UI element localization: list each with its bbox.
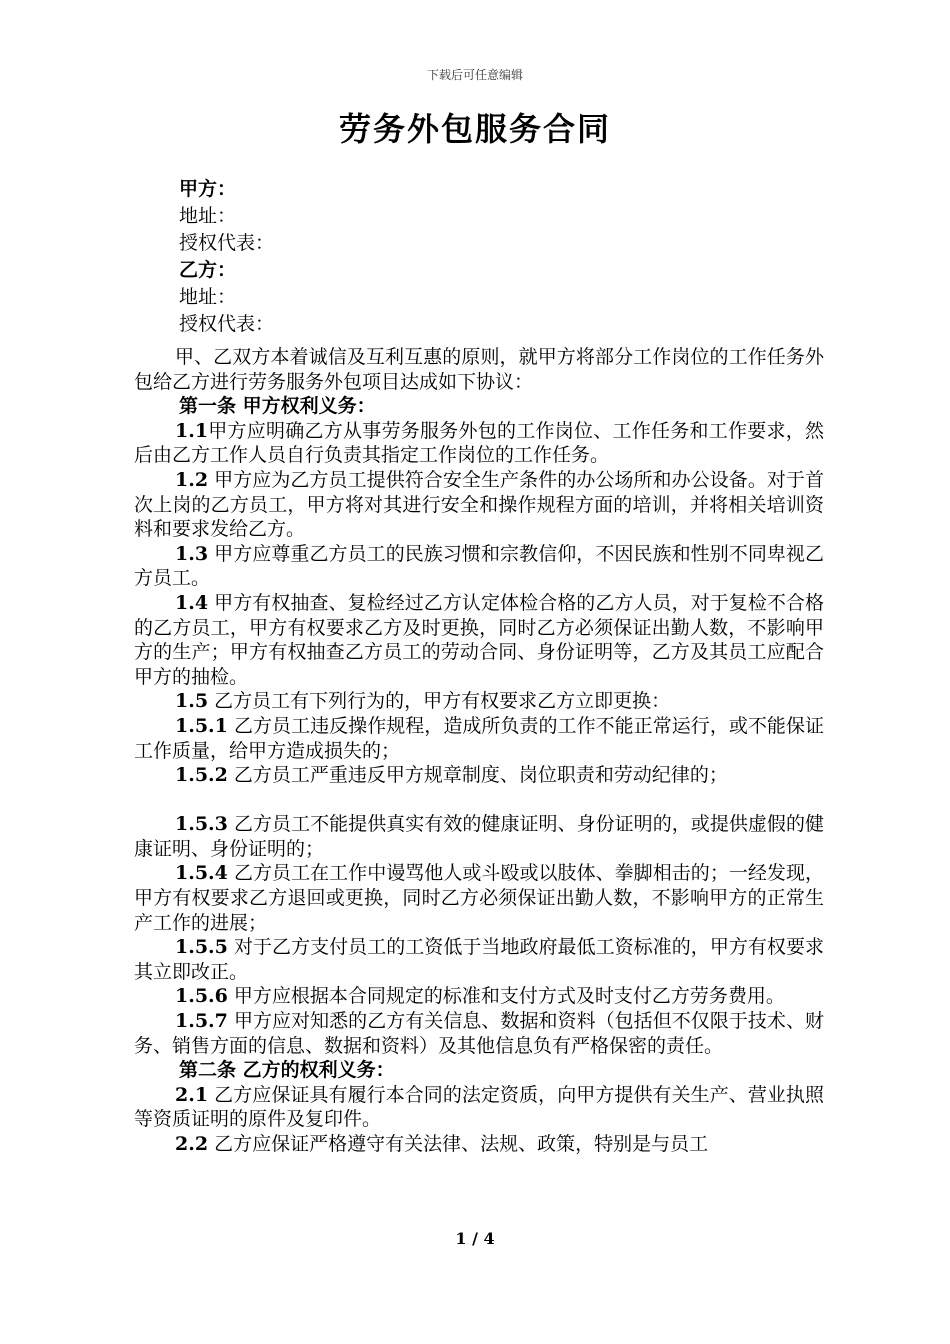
clause-1-5	[134, 689, 824, 714]
clause-number: 1.1	[175, 419, 209, 442]
party-a-address: 地址：	[179, 205, 237, 227]
party-a-rep: 授权代表：	[179, 232, 275, 254]
clause-text: 乙方员工严重违反甲方规章制度、岗位职责和劳动纪律的；	[227, 764, 728, 787]
clause-1-5-1	[134, 714, 824, 763]
clause-2-1	[134, 1083, 824, 1132]
clause-number: 1.5.1	[175, 714, 228, 737]
clause-number: 1.5.5	[175, 936, 228, 959]
contract-body	[134, 345, 824, 1157]
clause-2-2	[134, 1132, 824, 1157]
party-a-label: 甲方：	[179, 178, 237, 200]
header-note: 下载后可任意编辑	[426, 68, 523, 82]
clause-1-2	[134, 468, 824, 542]
clause-1-5-5	[134, 935, 824, 984]
party-block	[179, 176, 274, 338]
clause-number: 1.3	[175, 542, 209, 565]
clause-1-1	[134, 419, 824, 468]
clause-text: 乙方应保证具有履行本合同的法定资质，向甲方提供有关生产、营业执照等资质证明的原件及复印件。	[134, 1083, 824, 1131]
party-b-address: 地址：	[179, 286, 237, 308]
clause-text: 乙方应保证严格遵守有关法律、法规、政策，特别是与员工	[208, 1133, 709, 1155]
blank-line	[134, 788, 824, 813]
party-b-label: 乙方：	[179, 259, 237, 281]
clause-number: 1.5.4	[175, 862, 228, 885]
clause-number: 1.5.3	[175, 813, 228, 836]
clause-number: 2.2	[175, 1133, 209, 1155]
intro-paragraph: 甲、乙双方本着诚信及互利互惠的原则，就甲方将部分工作岗位的工作任务外包给乙方进行劳务服务外包项目达成如下协议：	[134, 346, 824, 393]
clause-number: 1.2	[175, 468, 209, 491]
clause-number: 1.5.7	[175, 1010, 228, 1033]
clause-text: 对于乙方支付员工的工资低于当地政府最低工资标准的，甲方有权要求其立即改正。	[134, 936, 824, 983]
clause-text: 乙方员工违反操作规程，造成所负责的工作不能正常运行，或不能保证工作质量，给甲方造成损失的；	[134, 714, 824, 762]
clause-number: 1.5.2	[175, 764, 228, 787]
clause-text: 乙方员工不能提供真实有效的健康证明、身份证明的，或提供虚假的健康证明、身份证明的；	[134, 813, 824, 860]
clause-text: 甲方应尊重乙方员工的民族习惯和宗教信仰，不因民族和性别不同卑视乙方员工。	[134, 542, 824, 590]
clause-1-5-6	[134, 984, 824, 1009]
clause-text: 甲方应明确乙方从事劳务服务外包的工作岗位、工作任务和工作要求，然后由乙方工作人员自行负责其指定工作岗位的工作任务。	[134, 419, 824, 467]
clause-text: 甲方应为乙方员工提供符合安全生产条件的办公场所和办公设备。对于首次上岗的乙方员工，甲方将对其进行安全和操作规程方面的培训，并将相关培训资料和要求发给乙方。	[134, 468, 824, 541]
party-b-rep: 授权代表：	[179, 313, 275, 335]
clause-text: 甲方应对知悉的乙方有关信息、数据和资料（包括但不仅限于技术、财务、销售方面的信息、数据和资料）及其他信息负有严格保密的责任。	[134, 1010, 824, 1057]
document-title: 劳务外包服务合同	[338, 110, 611, 148]
clause-1-5-3	[134, 812, 824, 861]
clause-1-4	[134, 591, 824, 689]
article-1-heading: 第一条 甲方权利义务：	[179, 395, 376, 418]
clause-number: 2.1	[175, 1083, 209, 1106]
clause-1-5-4	[134, 861, 824, 935]
clause-1-3	[134, 542, 824, 591]
clause-number: 1.5	[175, 690, 209, 713]
clause-text: 甲方应根据本合同规定的标准和支付方式及时支付乙方劳务费用。	[227, 985, 785, 1008]
clause-number: 1.4	[175, 591, 209, 614]
clause-text: 乙方员工有下列行为的，甲方有权要求乙方立即更换：	[208, 690, 671, 713]
clause-1-5-2	[134, 763, 824, 788]
clause-1-5-7	[134, 1009, 824, 1058]
clause-text: 乙方员工在工作中谩骂他人或斗殴或以肢体、拳脚相击的；一经发现，甲方有权要求乙方退回或更换，同时乙方必须保证出勤人数，不影响甲方的正常生产工作的进展；	[134, 862, 824, 934]
article-2-heading: 第二条 乙方的权利义务：	[179, 1059, 395, 1082]
page-number: 1 / 4	[455, 1229, 495, 1248]
clause-text: 甲方有权抽查、复检经过乙方认定体检合格的乙方人员，对于复检不合格的乙方员工，甲方有权要求乙方及时更换，同时乙方必须保证出勤人数，不影响甲方的生产；甲方有权抽查乙方员工的劳动合同、身份证明等，乙方及其员工应配合甲方的抽检。	[134, 591, 824, 688]
clause-number: 1.5.6	[175, 985, 228, 1008]
